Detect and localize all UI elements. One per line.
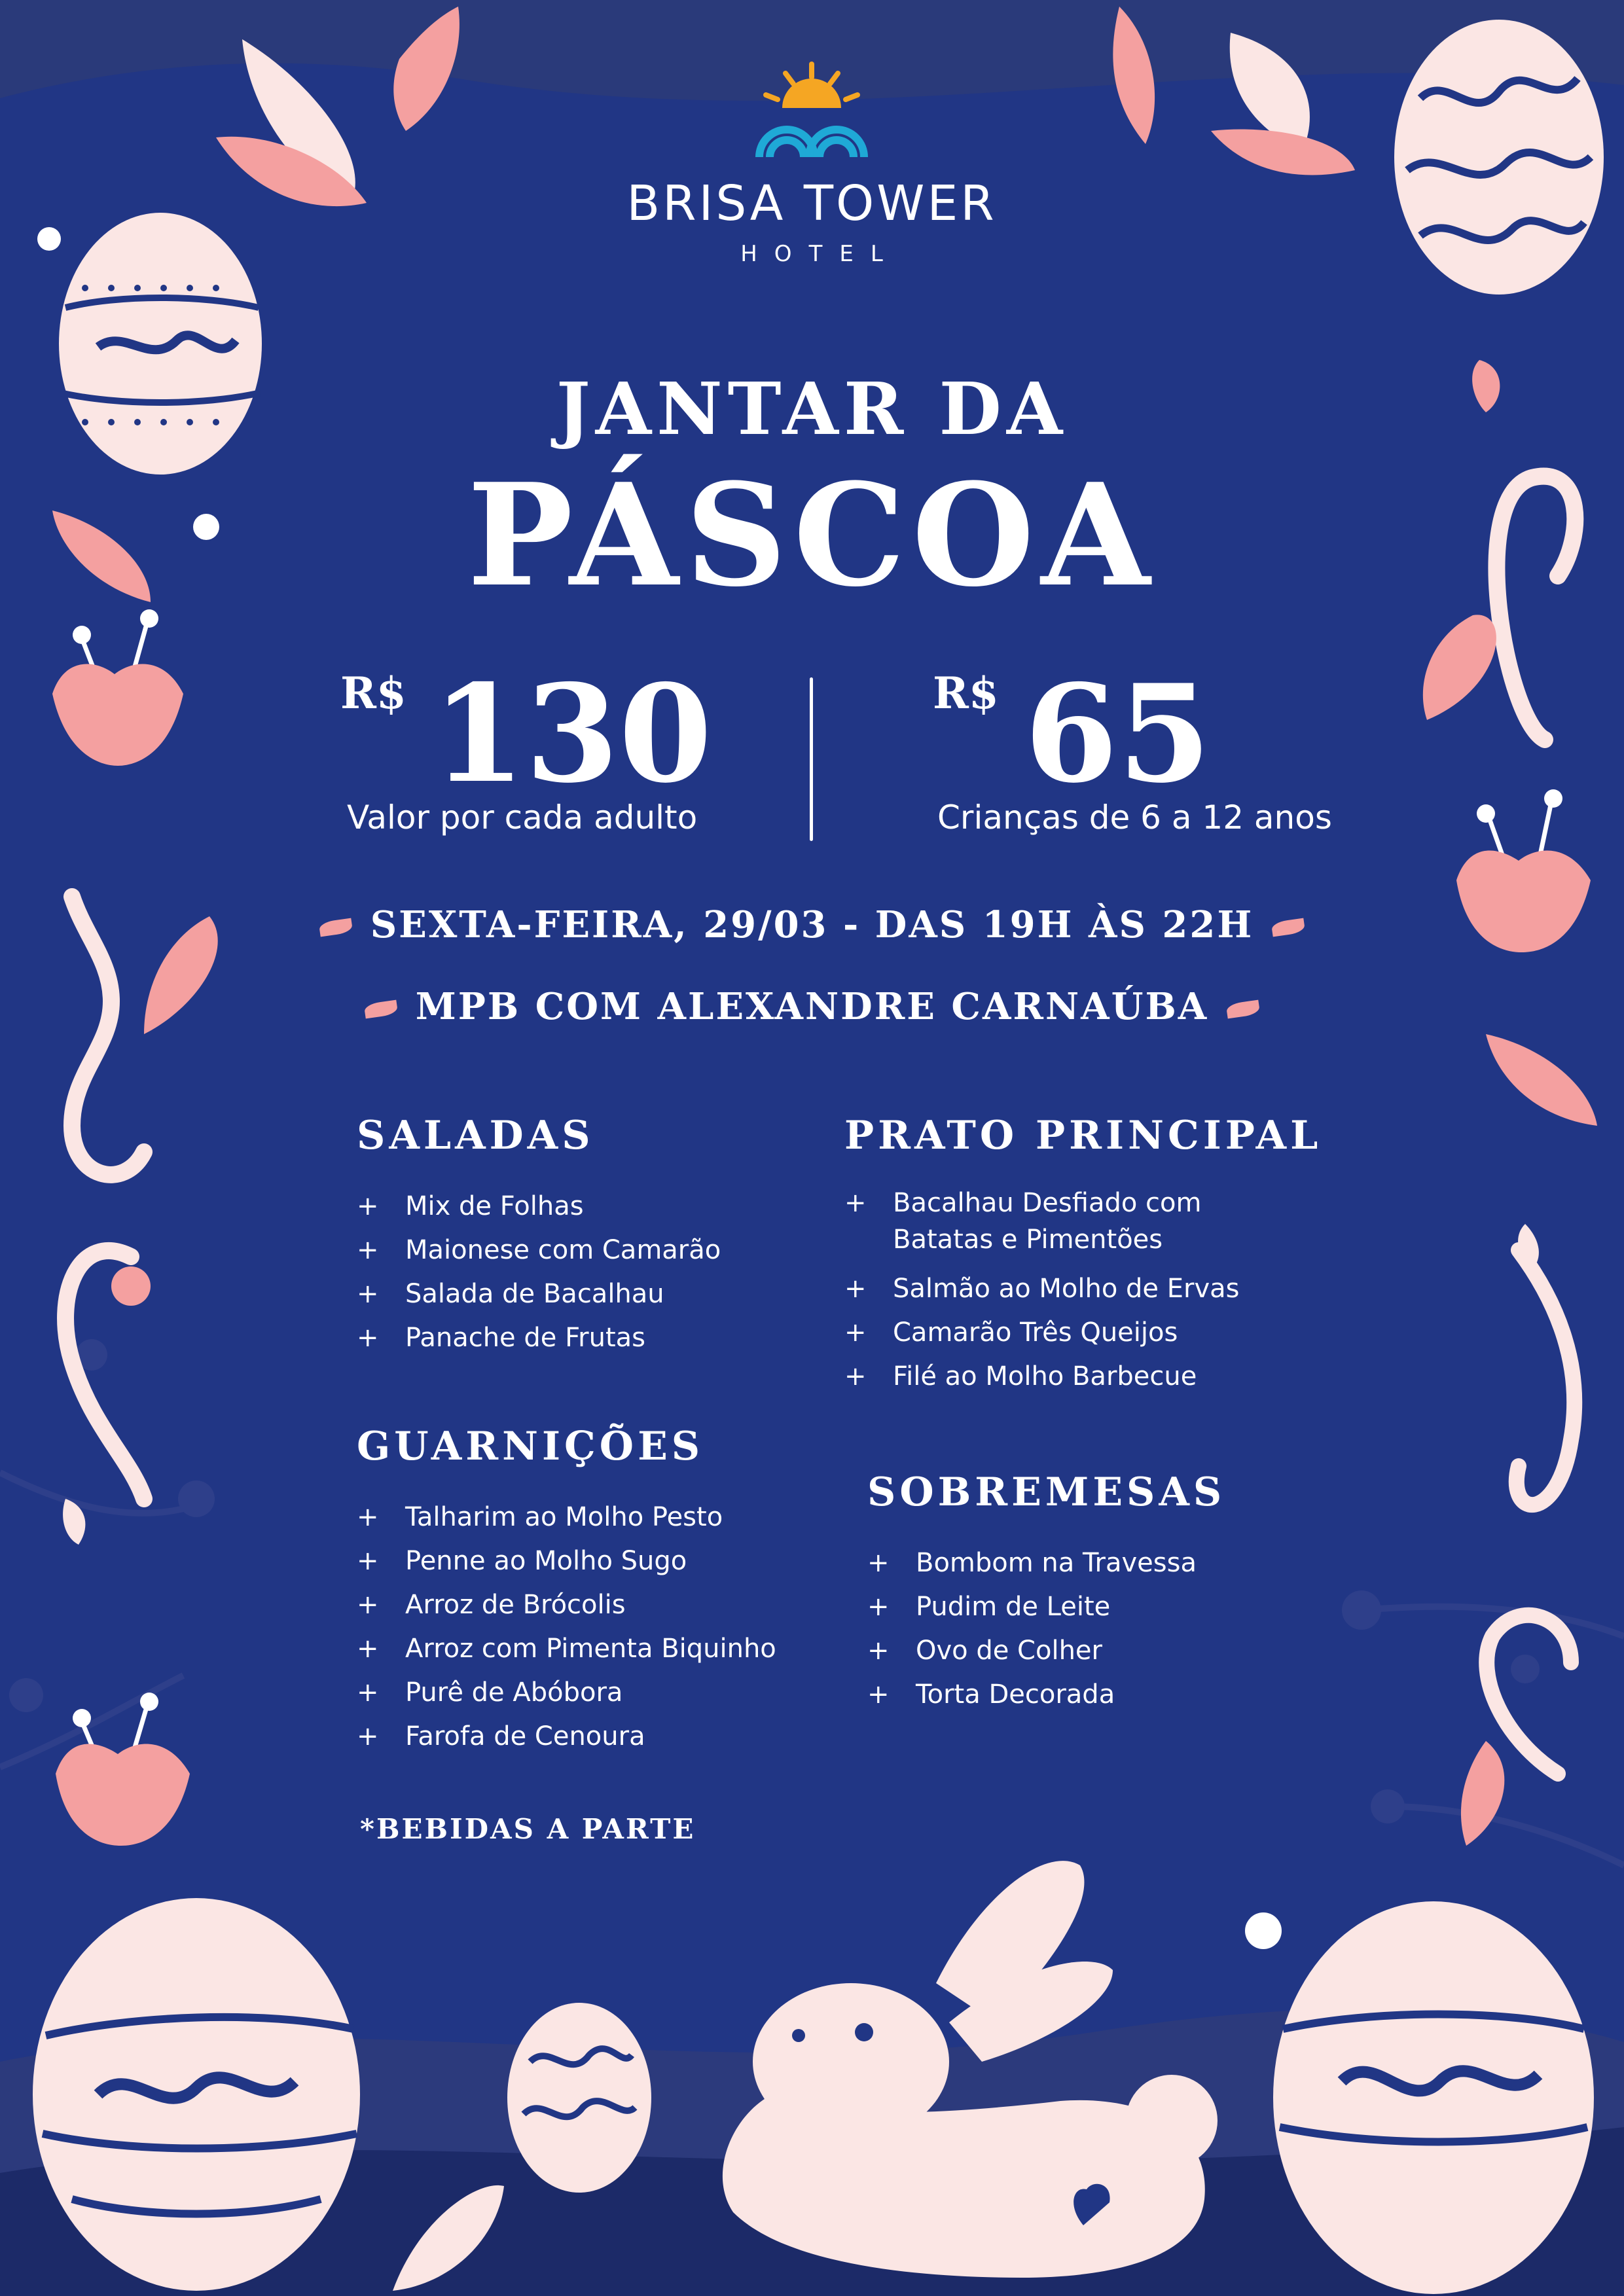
section-title-guarnicoes: GUARNIÇÕES (357, 1424, 704, 1469)
adult-price: 130 (432, 656, 712, 813)
adult-currency: R$ (340, 668, 406, 719)
swirl-icon (1487, 476, 1575, 1774)
section-prato-principal (844, 1113, 1329, 1399)
guarnicoes-list (357, 1496, 776, 1759)
leaf-icon (1271, 918, 1306, 937)
list-item: + Arroz de Brócolis (357, 1583, 776, 1627)
list-item: + Penne ao Molho Sugo (357, 1539, 776, 1583)
section-guarnicoes (357, 1424, 776, 1759)
list-item: + Bombom na Travessa (867, 1541, 1225, 1585)
section-title-saladas: SALADAS (357, 1113, 594, 1158)
leaf-icon (318, 918, 353, 937)
section-saladas (357, 1113, 721, 1360)
list-item: + Camarão Três Queijos (844, 1311, 1329, 1355)
event-music-line (0, 985, 1624, 1028)
section-sobremesas (867, 1469, 1225, 1717)
child-price: 65 (1024, 656, 1212, 813)
leaf-icon (1226, 1000, 1261, 1019)
title-line-2: PÁSCOA (467, 452, 1157, 618)
sobremesas-list (867, 1541, 1225, 1717)
event-date-line (0, 903, 1624, 946)
hotel-logo (615, 59, 1008, 267)
event-date-text: SEXTA-FEIRA, 29/03 - DAS 19H ÀS 22H (370, 903, 1254, 946)
list-item: + Purê de Abóbora (357, 1671, 776, 1715)
adult-price-caption: Valor por cada adulto (347, 798, 698, 836)
section-title-sobremesas: SOBREMESAS (867, 1469, 1226, 1515)
beverages-note: *BEBIDAS A PARTE (360, 1813, 696, 1845)
brand-subtitle: HOTEL (740, 241, 900, 267)
list-item: + Maionese com Camarão (357, 1229, 721, 1272)
list-item: + Ovo de Colher (867, 1629, 1225, 1673)
section-title-prato-principal: PRATO PRINCIPAL (844, 1113, 1322, 1158)
flower-icon (56, 1693, 190, 1846)
price-divider (810, 677, 813, 841)
list-item: + Arroz com Pimenta Biquinho (357, 1627, 776, 1671)
child-price-caption: Crianças de 6 a 12 anos (937, 798, 1332, 836)
prato-principal-list (844, 1185, 1329, 1399)
list-item: + Pudim de Leite (867, 1585, 1225, 1629)
child-currency: R$ (933, 668, 999, 719)
list-item: + Panache de Frutas (357, 1316, 721, 1360)
list-item: + Filé ao Molho Barbecue (844, 1355, 1329, 1399)
event-music-text: MPB COM ALEXANDRE CARNAÚBA (415, 985, 1209, 1028)
saladas-list (357, 1185, 721, 1360)
list-item: + Salada de Bacalhau (357, 1272, 721, 1316)
easter-egg-icon (1394, 20, 1604, 295)
list-item: + Farofa de Cenoura (357, 1715, 776, 1759)
list-item: + Torta Decorada (867, 1673, 1225, 1717)
title-line-1: JANTAR DA (556, 367, 1068, 451)
easter-egg-icon (1273, 1901, 1594, 2294)
easter-egg-icon (507, 2003, 651, 2193)
list-item: + Salmão ao Molho de Ervas (844, 1267, 1329, 1311)
easter-egg-icon (33, 1898, 360, 2291)
brand-name: BRISA TOWER (626, 175, 997, 232)
sun-wave-logo-icon (746, 59, 877, 164)
list-item: + Talharim ao Molho Pesto (357, 1496, 776, 1539)
leaf-icon (363, 1000, 398, 1019)
list-item: + Bacalhau Desfiado com Batatas e Pimentões (844, 1185, 1329, 1258)
list-item: + Mix de Folhas (357, 1185, 721, 1229)
